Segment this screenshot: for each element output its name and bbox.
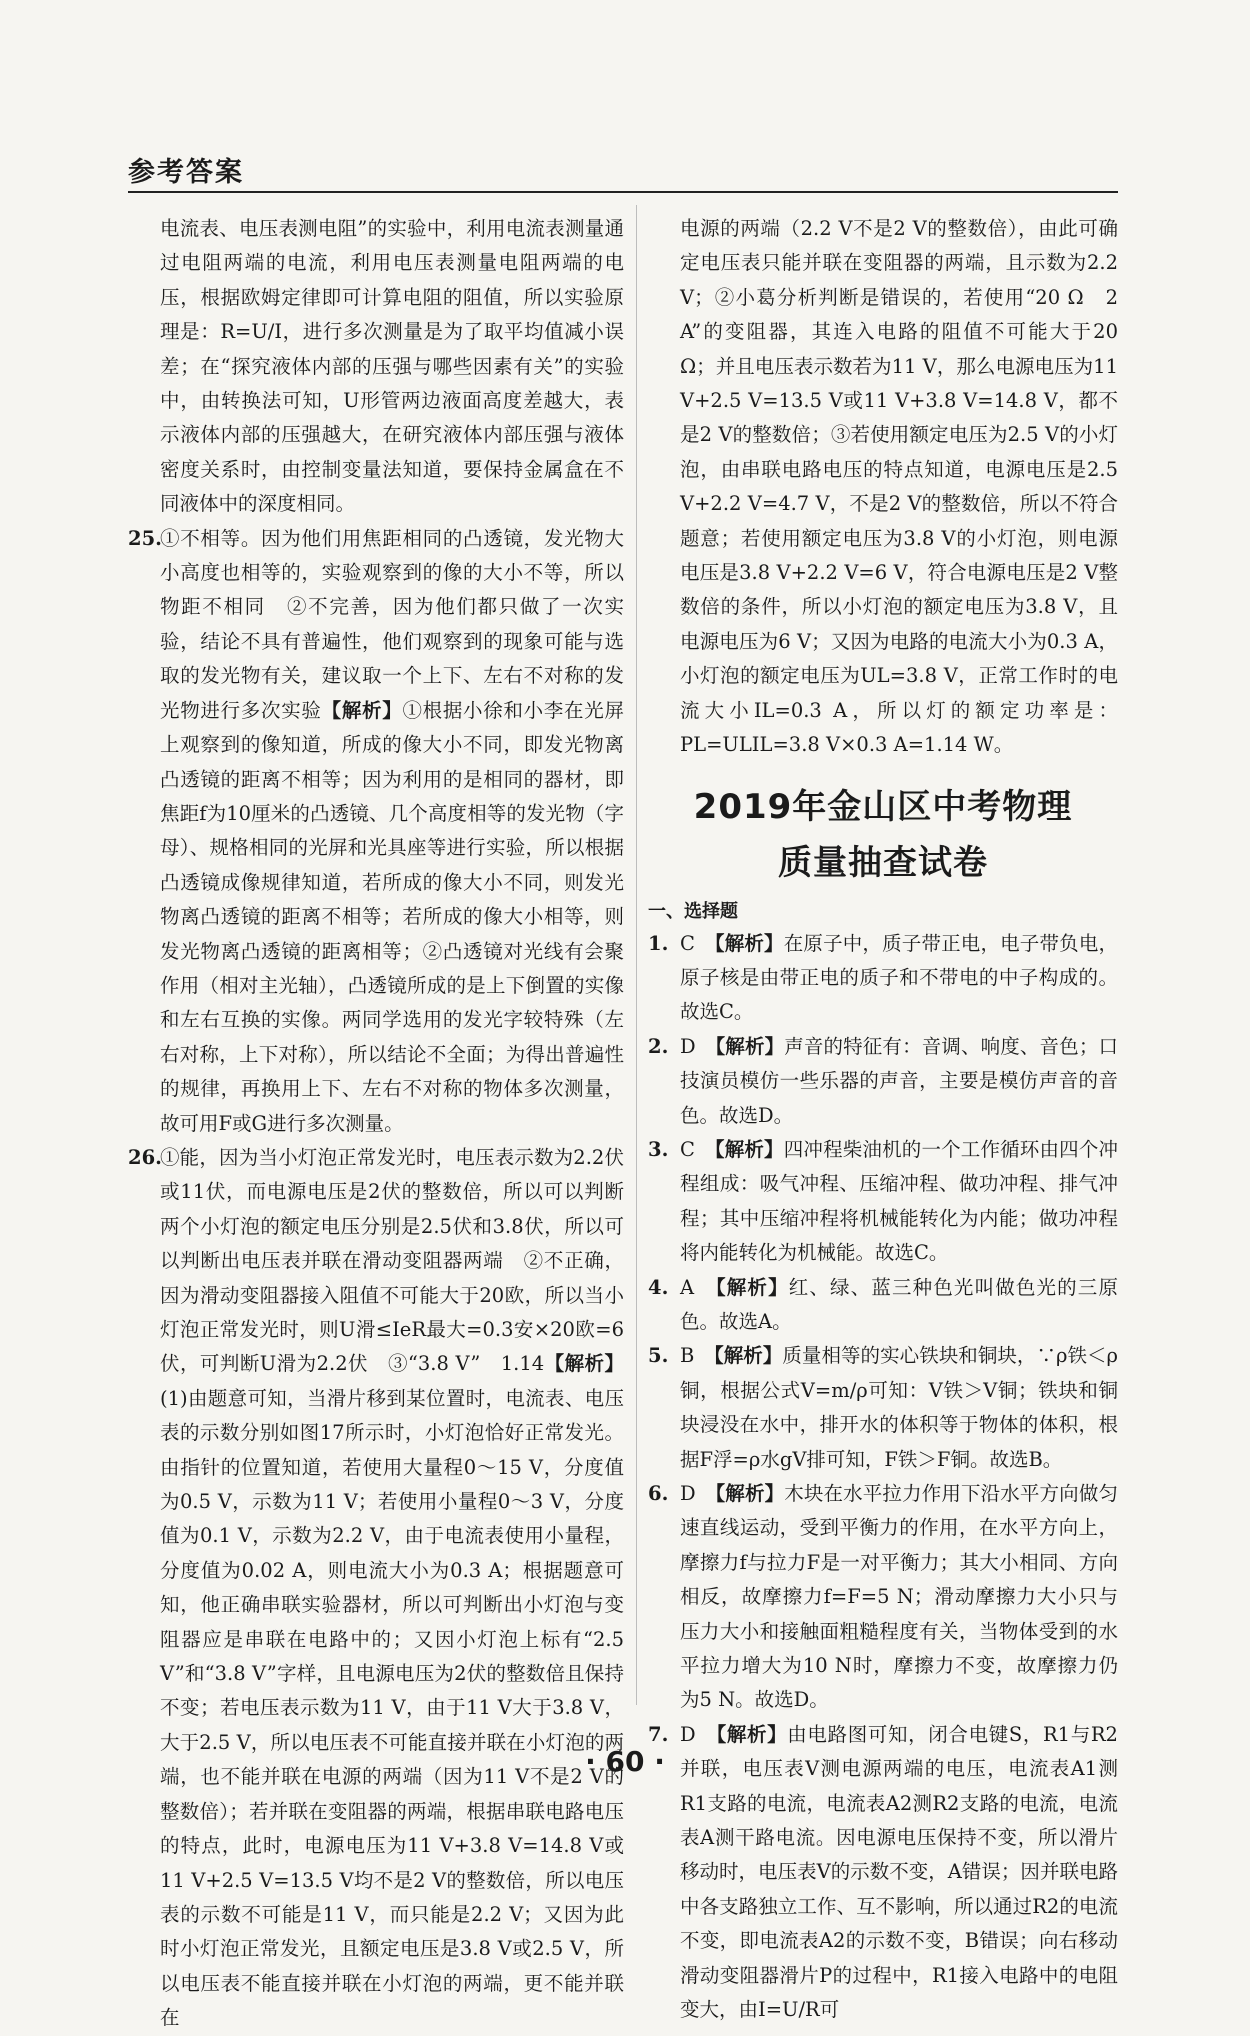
answer-letter: D	[680, 1034, 696, 1058]
analysis-tag: 【解析】	[714, 931, 784, 955]
header-rule	[128, 191, 1118, 193]
analysis-tag: 【解析】	[713, 1344, 783, 1368]
analysis-text: 红、绿、蓝三种色光叫做色光的三原色。故选A。	[680, 1275, 1118, 1333]
answer-list	[648, 927, 1118, 2028]
question-number: 4.	[648, 1275, 669, 1299]
question-number: 1.	[648, 931, 669, 955]
answer-item	[648, 927, 1118, 1030]
question-number: 25.	[128, 526, 162, 550]
answer-letter: B	[680, 1344, 695, 1368]
analysis-text: 在原子中，质子带正电，电子带负电，原子核是由带正电的质子和不带电的中子构成的。故选C。	[680, 931, 1118, 1024]
answer-letter: C	[680, 931, 695, 955]
analysis-text: 质量相等的实心铁块和铜块，∵ρ铁＜ρ铜，根据公式V=m/ρ可知：V铁＞V铜；铁块和铜块浸没在水中，排开水的体积等于物体的体积，根据F浮=ρ水gV排可知，F铁＞F铜。故选B。	[680, 1344, 1118, 1471]
column-divider	[636, 205, 637, 1705]
section-heading: 一、选择题	[648, 900, 738, 922]
analysis-tag: 【解析】	[544, 1352, 624, 1376]
page-number: · 60 ·	[585, 1745, 665, 1778]
exam-title-line-2: 质量抽查试卷	[778, 842, 988, 883]
question-26	[128, 1141, 624, 2036]
analysis-tag: 【解析】	[321, 698, 403, 722]
analysis-tag: 【解析】	[715, 1482, 785, 1505]
question-number: 5.	[648, 1344, 669, 1368]
answer-text: ①能，因为当小灯泡正常发光时，电压表示数为2.2伏或11伏，而电源电压是2伏的整数倍，所以可以判断两个小灯泡的额定电压分别是2.5伏和3.8伏，所以可以判断出电压表并联在滑动变阻器两端 ②不正确，因为滑动变阻器接入阻值不可能大于20欧，所以当小灯泡正常发光时，则U滑≤IeR最大=0.3安×20欧=6伏，可判断U滑为2.2伏 ③“3.8 V” 1.14	[160, 1145, 624, 1376]
exam-title	[648, 779, 1118, 891]
question-number: 6.	[648, 1482, 669, 1505]
answer-letter: A	[680, 1275, 695, 1299]
question-number: 3.	[648, 1137, 669, 1161]
question-number: 26.	[128, 1145, 162, 1169]
analysis-tag: 【解析】	[715, 1275, 789, 1299]
answer-item	[648, 1477, 1118, 1718]
answer-item	[648, 1133, 1118, 1271]
analysis-text: 四冲程柴油机的一个工作循环由四个冲程组成：吸气冲程、压缩冲程、做功冲程、排气冲程；其中压缩冲程将机械能转化为内能；做功冲程将内能转化为机械能。故选C。	[680, 1137, 1118, 1265]
answer-letter: C	[680, 1137, 695, 1161]
analysis-text: ①根据小徐和小李在光屏上观察到的像知道，所成的像大小不同，即发光物离凸透镜的距离不相等；因为利用的是相同的器材，即焦距f为10厘米的凸透镜、几个高度相等的发光物（字母）、规格相同的光屏和光具座等进行实验，所以根据凸透镜成像规律知道，若所成的像大小不同，则发光物离凸透镜的距离不相等；若所成的像大小相等，则发光物离凸透镜的距离相等；②凸透镜对光线有会聚作用（相对主光轴），凸透镜所成的是上下倒置的实像和左右互换的实像。两同学选用的发光字较特殊（左右对称，上下对称），所以结论不全面；为得出普遍性的规律，再换用上下、左右不对称的物体多次测量，故可用F或G进行多次测量。	[160, 698, 624, 1135]
analysis-text: 声音的特征有：音调、响度、音色；口技演员模仿一些乐器的声音，主要是模仿声音的音色。故选D。	[680, 1034, 1118, 1127]
answer-item	[648, 1030, 1118, 1133]
analysis-tag: 【解析】	[714, 1137, 784, 1161]
answer-letter: D	[680, 1722, 696, 1746]
intro-paragraph: 电流表、电压表测电阻”的实验中，利用电流表测量通过电阻两端的电流，利用电压表测量电阻两端的电压，根据欧姆定律即可计算电阻的阻值，所以实验原理是：R=U/I，进行多次测量是为了取平均值减小误差；在“探究液体内部的压强与哪些因素有关”的实验中，由转换法可知，U形管两边液面高度差越大，表示液体内部的压强越大，在研究液体内部压强与液体密度关系时，由控制变量法知道，要保持金属盒在不同液体中的深度相同。	[160, 217, 624, 516]
answer-text: ①不相等。因为他们用焦距相同的凸透镜，发光物大小高度也相等的，实验观察到的像的大小不等，所以物距不相同 ②不完善，因为他们都只做了一次实验，结论不具有普遍性，他们观察到的现象可能与选取的发光物有关，建议取一个上下、左右不对称的发光物进行多次实验	[160, 526, 624, 722]
question-number: 2.	[648, 1034, 669, 1058]
analysis-tag: 【解析】	[715, 1034, 785, 1058]
question-number: 7.	[648, 1722, 669, 1746]
analysis-tag: 【解析】	[716, 1722, 788, 1746]
answer-letter: D	[680, 1482, 696, 1505]
continuation-paragraph: 电源的两端（2.2 V不是2 V的整数倍），由此可确定电压表只能并联在变阻器的两端，且示数为2.2 V；②小葛分析判断是错误的，若使用“20 Ω 2 A”的变阻器，其连入电路的阻值不可能大于20 Ω；并且电压表示数若为11 V，那么电源电压为11 V+2.5 V=13.5 V或11 V+3.8 V=14.8 V，都不是2 V的整数倍；③若使用额定电压为2.5 V的小灯泡，由串联电路电压的特点知道，电源电压是2.5 V+2.2 V=4.7 V，不是2 V的整数倍，所以不符合题意；若使用额定电压为3.8 V的小灯泡，则电源电压是3.8 V+2.2 V=6 V，符合电源电压是2 V整数倍的条件，所以小灯泡的额定电压为3.8 V，且电源电压为6 V；又因为电路的电流大小为0.3 A，小灯泡的额定电压为UL=3.8 V，正常工作时的电流大小IL=0.3 A，所以灯的额定功率是：PL=ULIL=3.8 V×0.3 A=1.14 W。	[680, 217, 1118, 757]
answer-item	[648, 1339, 1118, 1477]
analysis-text: 木块在水平拉力作用下沿水平方向做匀速直线运动，受到平衡力的作用，在水平方向上，摩擦力f与拉力F是一对平衡力；其大小相同、方向相反，故摩擦力f=F=5 N；滑动摩擦力大小只与压力大小和接触面粗糙程度有关，当物体受到的水平拉力增大为10 N时，摩擦力不变，故摩擦力仍为5 N。故选D。	[680, 1482, 1118, 1712]
analysis-text: (1)由题意可知，当滑片移到某位置时，电流表、电压表的示数分别如图17所示时，小灯泡恰好正常发光。由指针的位置知道，若使用大量程0～15 V，分度值为0.5 V，示数为11 V；若使用小量程0～3 V，分度值为0.1 V，示数为2.2 V，由于电流表使用小量程，分度值为0.02 A，则电流大小为0.3 A；根据题意可知，他正确串联实验器材，所以可判断出小灯泡与变阻器应是串联在电路中的；又因小灯泡上标有“2.5 V”和“3.8 V”字样，且电源电压为2伏的整数倍且保持不变；若电压表示数为11 V，由于11 V大于3.8 V，大于2.5 V，所以电压表不可能直接并联在小灯泡的两端，也不能并联在电源的两端（因为11 V不是2 V的整数倍）；若并联在变阻器的两端，根据串联电路电压的特点，此时，电源电压为11 V+3.8 V=14.8 V或11 V+2.5 V=13.5 V均不是2 V的整数倍，所以电压表的示数不可能是11 V，而只能是2.2 V；又因为此时小灯泡正常发光，且额定电压是3.8 V或2.5 V，所以电压表不能直接并联在小灯泡的两端，更不能并联在	[160, 1386, 624, 2030]
header-title: 参考答案	[128, 157, 244, 188]
question-25	[128, 522, 624, 1141]
exam-title-line-1: 2019年金山区中考物理	[693, 786, 1073, 827]
analysis-text: 由电路图可知，闭合电键S，R1与R2并联，电压表V测电源两端的电压，电流表A1测R1支路的电流，电流表A2测R2支路的电流，电流表A测干路电流。因电源电压保持不变，所以滑片移动时，电压表V的示数不变，A错误；因并联电路中各支路独立工作、互不影响，所以通过R2的电流不变，即电流表A2的示数不变，B错误；向右移动滑动变阻器滑片P的过程中，R1接入电路中的电阻变大，由I=U/R可	[680, 1722, 1118, 2022]
answer-item	[648, 1271, 1118, 1340]
